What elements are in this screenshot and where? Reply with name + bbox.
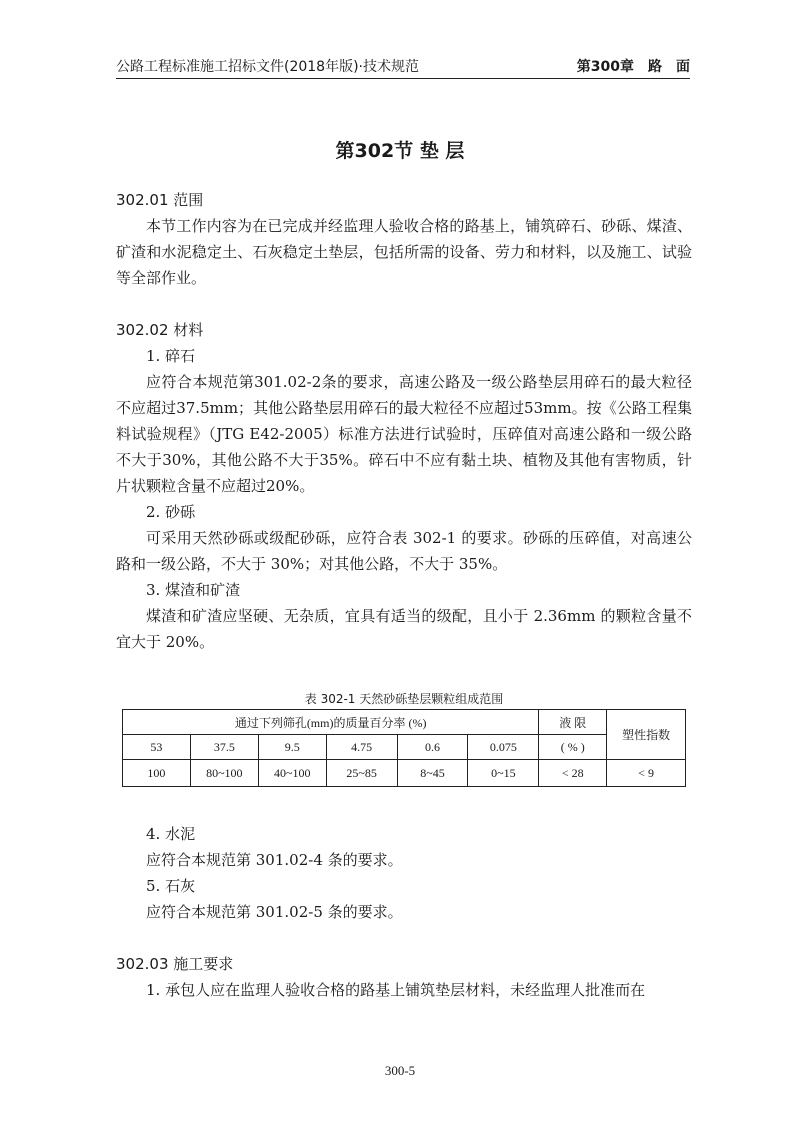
sieve-size-cell: 37.5: [190, 735, 258, 760]
passing-value-cell: 0~15: [468, 760, 539, 787]
liquid-limit-value: < 28: [539, 760, 607, 787]
header-chapter: 第300章 路 面: [576, 59, 690, 75]
table-caption: 表 302-1 天然砂砾垫层颗粒组成范围: [304, 692, 504, 706]
sieve-size-cell: 53: [123, 735, 191, 760]
liquid-limit-unit: ( % ): [539, 735, 607, 760]
running-header: [116, 52, 690, 79]
liquid-limit-header: 液 限: [539, 710, 607, 735]
sieve-group-header: 通过下列筛孔(mm)的质量百分率 (%): [123, 710, 539, 735]
item-lime-text: 应符合本规范第 301.02-5 条的要求。: [146, 903, 403, 921]
scope-paragraph: 本节工作内容为在已完成并经监理人验收合格的路基上，铺筑碎石、砂砾、煤渣、矿渣和水泥稳定土、石灰稳定土垫层，包括所需的设备、劳力和材料，以及施工、试验等全部作业。: [116, 217, 692, 287]
item-crushed-stone-title: 1. 碎石: [146, 347, 196, 365]
item-cement-text: 应符合本规范第 301.02-4 条的要求。: [146, 851, 403, 869]
heading-construction: 302.03 施工要求: [116, 955, 234, 973]
item-crushed-stone-text: 应符合本规范第301.02-2条的要求，高速公路及一级公路垫层用碎石的最大粒径不应超过37.5mm；其他公路垫层用碎石的最大粒径不应超过53mm。按《公路工程集料试验规程》（JTG E42-2005）标准方法进行试验时，压碎值对高速公路和一级公路不大于30%，其他公路不大于35%。碎石中不应有黏土块、植物及其他有害物质，针片状颗粒含量不应超过20%。: [116, 373, 692, 495]
section-title: 第302节 垫 层: [335, 140, 465, 162]
passing-value-cell: 80~100: [190, 760, 258, 787]
item-lime-title: 5. 石灰: [146, 877, 196, 895]
page-number: 300-5: [384, 1063, 416, 1078]
sieve-size-cell: 0.6: [397, 735, 468, 760]
passing-value-cell: 40~100: [258, 760, 326, 787]
item-gravel-title: 2. 砂砾: [146, 503, 196, 521]
item-gravel-text: 可采用天然砂砾或级配砂砾，应符合表 302-1 的要求。砂砾的压碎值，对高速公路和一级公路，不大于 30%；对其他公路，不大于 35%。: [116, 529, 692, 573]
heading-scope: 302.01 范围: [116, 191, 204, 209]
passing-value-cell: 8~45: [397, 760, 468, 787]
plastic-index-value: < 9: [607, 760, 686, 787]
plastic-index-header: 塑性指数: [607, 710, 686, 760]
item-cement-title: 4. 水泥: [146, 825, 196, 843]
header-doc-title: 公路工程标准施工招标文件(2018年版)·技术规范: [116, 59, 420, 75]
passing-value-cell: 25~85: [326, 760, 397, 787]
construction-item-1: 1. 承包人应在监理人验收合格的路基上铺筑垫层材料，未经监理人批准而在: [146, 981, 646, 999]
item-slag-title: 3. 煤渣和矿渣: [146, 581, 241, 599]
gradation-table: [122, 709, 686, 787]
sieve-size-cell: 4.75: [326, 735, 397, 760]
sieve-size-cell: 0.075: [468, 735, 539, 760]
passing-value-cell: 100: [123, 760, 191, 787]
sieve-size-cell: 9.5: [258, 735, 326, 760]
page-body: [116, 187, 692, 1003]
heading-materials: 302.02 材料: [116, 321, 204, 339]
item-slag-text: 煤渣和矿渣应坚硬、无杂质，宜具有适当的级配，且小于 2.36mm 的颗粒含量不宜大于 20%。: [116, 607, 692, 651]
